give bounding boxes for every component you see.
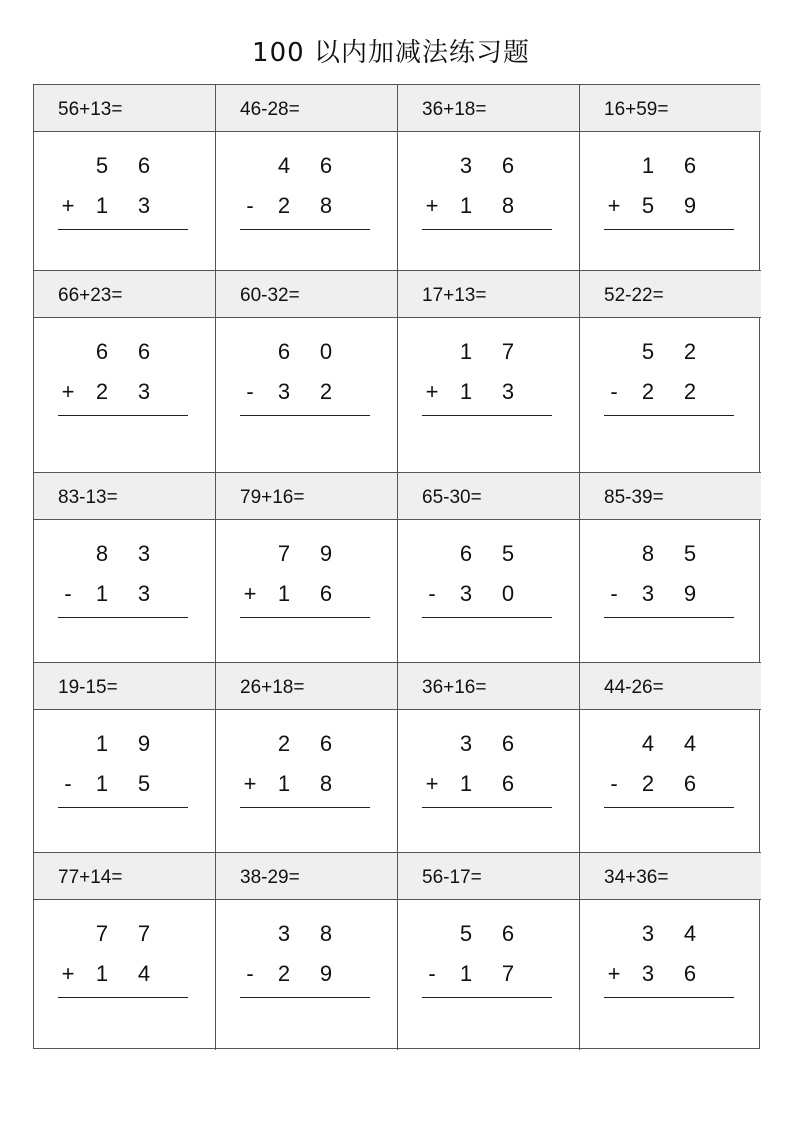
problem-grid: [33, 84, 760, 1049]
answer-line: [58, 617, 188, 618]
vertical-top-row: [422, 724, 552, 764]
bottom-ones-digit: 3: [137, 379, 151, 404]
bottom-ones-digit: 4: [137, 961, 151, 986]
bottom-tens-digit: 3: [459, 581, 473, 606]
vertical-top-row: [422, 534, 552, 574]
vertical-calculation: [240, 146, 370, 226]
bottom-tens-digit: 2: [641, 771, 655, 796]
top-ones-digit: 6: [319, 731, 333, 756]
operator-sign: -: [64, 581, 72, 606]
top-ones-digit: 6: [137, 153, 151, 178]
bottom-tens-digit: 2: [277, 193, 291, 218]
problem-cell: [216, 853, 398, 1050]
top-tens-digit: 8: [641, 541, 655, 566]
problem-cell: [216, 473, 398, 663]
answer-line: [240, 229, 370, 230]
vertical-calculation: [58, 534, 188, 614]
bottom-tens-digit: 3: [277, 379, 291, 404]
problem-expression: 79+16=: [216, 473, 397, 520]
operator-sign: +: [61, 961, 75, 986]
vertical-top-row: [58, 724, 188, 764]
vertical-bottom-row: [58, 954, 188, 994]
operator-sign: +: [607, 193, 621, 218]
vertical-bottom-row: [604, 764, 734, 804]
vertical-calculation: [240, 332, 370, 412]
bottom-tens-digit: 1: [95, 581, 109, 606]
bottom-ones-digit: 2: [319, 379, 333, 404]
vertical-calculation: [58, 146, 188, 226]
problem-expression: 66+23=: [34, 271, 215, 318]
problem-expression: 44-26=: [580, 663, 761, 710]
problem-cell: [398, 271, 580, 473]
top-ones-digit: 2: [683, 339, 697, 364]
problem-expression: 65-30=: [398, 473, 579, 520]
problem-expression: 83-13=: [34, 473, 215, 520]
vertical-calculation: [604, 724, 734, 804]
bottom-tens-digit: 3: [641, 581, 655, 606]
operator-sign: -: [246, 379, 254, 404]
problem-cell: [580, 853, 761, 1050]
vertical-bottom-row: [604, 574, 734, 614]
bottom-tens-digit: 2: [641, 379, 655, 404]
answer-line: [240, 415, 370, 416]
top-tens-digit: 3: [277, 921, 291, 946]
problem-expression: 77+14=: [34, 853, 215, 900]
problem-cell: [216, 663, 398, 853]
bottom-ones-digit: 3: [501, 379, 515, 404]
problem-expression: 26+18=: [216, 663, 397, 710]
bottom-tens-digit: 1: [95, 961, 109, 986]
problem-expression: 36+18=: [398, 85, 579, 132]
top-tens-digit: 8: [95, 541, 109, 566]
problem-expression: 46-28=: [216, 85, 397, 132]
vertical-bottom-row: [58, 764, 188, 804]
bottom-ones-digit: 6: [501, 771, 515, 796]
vertical-top-row: [58, 914, 188, 954]
problem-cell: [216, 85, 398, 271]
bottom-tens-digit: 1: [277, 771, 291, 796]
problem-expression: 56+13=: [34, 85, 215, 132]
operator-sign: -: [428, 581, 436, 606]
vertical-bottom-row: [240, 764, 370, 804]
vertical-calculation: [422, 534, 552, 614]
vertical-calculation: [604, 534, 734, 614]
operator-sign: +: [607, 961, 621, 986]
vertical-calculation: [58, 724, 188, 804]
problem-expression: 17+13=: [398, 271, 579, 318]
top-ones-digit: 3: [137, 541, 151, 566]
bottom-tens-digit: 1: [459, 379, 473, 404]
bottom-tens-digit: 1: [459, 193, 473, 218]
bottom-ones-digit: 6: [683, 771, 697, 796]
vertical-top-row: [240, 534, 370, 574]
answer-line: [422, 807, 552, 808]
problem-expression: 16+59=: [580, 85, 761, 132]
bottom-ones-digit: 3: [137, 193, 151, 218]
top-tens-digit: 6: [277, 339, 291, 364]
top-ones-digit: 6: [683, 153, 697, 178]
operator-sign: +: [243, 581, 257, 606]
top-tens-digit: 2: [277, 731, 291, 756]
problem-expression: 36+16=: [398, 663, 579, 710]
problem-cell: [34, 271, 216, 473]
bottom-tens-digit: 1: [459, 771, 473, 796]
worksheet-title: 100 以内加减法练习题: [252, 38, 530, 68]
problem-expression: 52-22=: [580, 271, 761, 318]
answer-line: [422, 997, 552, 998]
bottom-ones-digit: 9: [683, 581, 697, 606]
vertical-calculation: [240, 914, 370, 994]
bottom-ones-digit: 9: [683, 193, 697, 218]
answer-line: [240, 807, 370, 808]
top-ones-digit: 6: [501, 153, 515, 178]
vertical-bottom-row: [240, 574, 370, 614]
bottom-ones-digit: 5: [137, 771, 151, 796]
answer-line: [240, 997, 370, 998]
bottom-ones-digit: 0: [501, 581, 515, 606]
top-tens-digit: 4: [641, 731, 655, 756]
vertical-top-row: [604, 534, 734, 574]
top-ones-digit: 9: [319, 541, 333, 566]
bottom-tens-digit: 2: [277, 961, 291, 986]
top-tens-digit: 7: [277, 541, 291, 566]
answer-line: [422, 229, 552, 230]
operator-sign: -: [64, 771, 72, 796]
bottom-tens-digit: 1: [95, 193, 109, 218]
answer-line: [422, 617, 552, 618]
vertical-top-row: [240, 914, 370, 954]
top-tens-digit: 1: [641, 153, 655, 178]
vertical-calculation: [422, 332, 552, 412]
vertical-bottom-row: [604, 954, 734, 994]
vertical-bottom-row: [604, 186, 734, 226]
top-tens-digit: 7: [95, 921, 109, 946]
problem-expression: 60-32=: [216, 271, 397, 318]
vertical-top-row: [240, 724, 370, 764]
vertical-bottom-row: [58, 186, 188, 226]
vertical-calculation: [422, 724, 552, 804]
problem-cell: [398, 85, 580, 271]
problem-cell: [216, 271, 398, 473]
answer-line: [604, 229, 734, 230]
vertical-top-row: [422, 332, 552, 372]
problem-expression: 38-29=: [216, 853, 397, 900]
top-tens-digit: 6: [95, 339, 109, 364]
operator-sign: -: [246, 193, 254, 218]
top-ones-digit: 5: [501, 541, 515, 566]
problem-cell: [398, 853, 580, 1050]
problem-expression: 85-39=: [580, 473, 761, 520]
vertical-top-row: [240, 146, 370, 186]
operator-sign: +: [61, 193, 75, 218]
top-tens-digit: 5: [459, 921, 473, 946]
problem-expression: 19-15=: [34, 663, 215, 710]
problem-cell: [34, 85, 216, 271]
vertical-bottom-row: [422, 764, 552, 804]
top-tens-digit: 1: [459, 339, 473, 364]
answer-line: [58, 415, 188, 416]
operator-sign: -: [610, 771, 618, 796]
vertical-bottom-row: [240, 954, 370, 994]
top-tens-digit: 6: [459, 541, 473, 566]
bottom-ones-digit: 8: [319, 193, 333, 218]
vertical-calculation: [422, 146, 552, 226]
vertical-calculation: [240, 724, 370, 804]
vertical-calculation: [58, 332, 188, 412]
answer-line: [604, 415, 734, 416]
problem-cell: [398, 663, 580, 853]
answer-line: [604, 617, 734, 618]
bottom-tens-digit: 2: [95, 379, 109, 404]
answer-line: [58, 997, 188, 998]
bottom-ones-digit: 7: [501, 961, 515, 986]
problem-cell: [580, 85, 761, 271]
vertical-bottom-row: [422, 954, 552, 994]
operator-sign: -: [610, 379, 618, 404]
operator-sign: +: [425, 771, 439, 796]
top-tens-digit: 4: [277, 153, 291, 178]
answer-line: [604, 807, 734, 808]
answer-line: [58, 229, 188, 230]
bottom-ones-digit: 6: [319, 581, 333, 606]
top-ones-digit: 4: [683, 921, 697, 946]
bottom-ones-digit: 6: [683, 961, 697, 986]
problem-cell: [580, 271, 761, 473]
vertical-top-row: [58, 332, 188, 372]
vertical-top-row: [422, 146, 552, 186]
top-ones-digit: 7: [501, 339, 515, 364]
vertical-bottom-row: [604, 372, 734, 412]
vertical-bottom-row: [422, 186, 552, 226]
top-ones-digit: 0: [319, 339, 333, 364]
bottom-ones-digit: 8: [319, 771, 333, 796]
top-tens-digit: 3: [641, 921, 655, 946]
problem-cell: [34, 473, 216, 663]
operator-sign: -: [428, 961, 436, 986]
vertical-calculation: [604, 914, 734, 994]
answer-line: [604, 997, 734, 998]
top-tens-digit: 5: [95, 153, 109, 178]
top-tens-digit: 3: [459, 731, 473, 756]
answer-line: [58, 807, 188, 808]
bottom-ones-digit: 2: [683, 379, 697, 404]
problem-cell: [398, 473, 580, 663]
operator-sign: -: [246, 961, 254, 986]
bottom-tens-digit: 5: [641, 193, 655, 218]
top-ones-digit: 4: [683, 731, 697, 756]
vertical-bottom-row: [58, 372, 188, 412]
bottom-ones-digit: 8: [501, 193, 515, 218]
top-ones-digit: 6: [137, 339, 151, 364]
vertical-top-row: [604, 146, 734, 186]
vertical-bottom-row: [422, 574, 552, 614]
bottom-tens-digit: 1: [95, 771, 109, 796]
vertical-top-row: [240, 332, 370, 372]
problem-cell: [580, 473, 761, 663]
problem-expression: 34+36=: [580, 853, 761, 900]
top-ones-digit: 8: [319, 921, 333, 946]
top-ones-digit: 6: [501, 731, 515, 756]
vertical-calculation: [422, 914, 552, 994]
vertical-top-row: [604, 724, 734, 764]
vertical-calculation: [58, 914, 188, 994]
problem-cell: [34, 853, 216, 1050]
answer-line: [240, 617, 370, 618]
bottom-tens-digit: 3: [641, 961, 655, 986]
top-ones-digit: 9: [137, 731, 151, 756]
vertical-calculation: [240, 534, 370, 614]
bottom-tens-digit: 1: [459, 961, 473, 986]
operator-sign: +: [243, 771, 257, 796]
operator-sign: -: [610, 581, 618, 606]
vertical-bottom-row: [422, 372, 552, 412]
vertical-top-row: [58, 146, 188, 186]
operator-sign: +: [425, 193, 439, 218]
problem-cell: [580, 663, 761, 853]
bottom-ones-digit: 3: [137, 581, 151, 606]
top-tens-digit: 3: [459, 153, 473, 178]
vertical-top-row: [604, 332, 734, 372]
top-tens-digit: 5: [641, 339, 655, 364]
problem-cell: [34, 663, 216, 853]
vertical-top-row: [422, 914, 552, 954]
top-tens-digit: 1: [95, 731, 109, 756]
bottom-tens-digit: 1: [277, 581, 291, 606]
vertical-bottom-row: [240, 186, 370, 226]
top-ones-digit: 5: [683, 541, 697, 566]
operator-sign: +: [425, 379, 439, 404]
vertical-calculation: [604, 332, 734, 412]
bottom-ones-digit: 9: [319, 961, 333, 986]
vertical-top-row: [58, 534, 188, 574]
top-ones-digit: 7: [137, 921, 151, 946]
operator-sign: +: [61, 379, 75, 404]
top-ones-digit: 6: [319, 153, 333, 178]
top-ones-digit: 6: [501, 921, 515, 946]
vertical-bottom-row: [58, 574, 188, 614]
answer-line: [422, 415, 552, 416]
problem-expression: 56-17=: [398, 853, 579, 900]
vertical-bottom-row: [240, 372, 370, 412]
vertical-calculation: [604, 146, 734, 226]
vertical-top-row: [604, 914, 734, 954]
